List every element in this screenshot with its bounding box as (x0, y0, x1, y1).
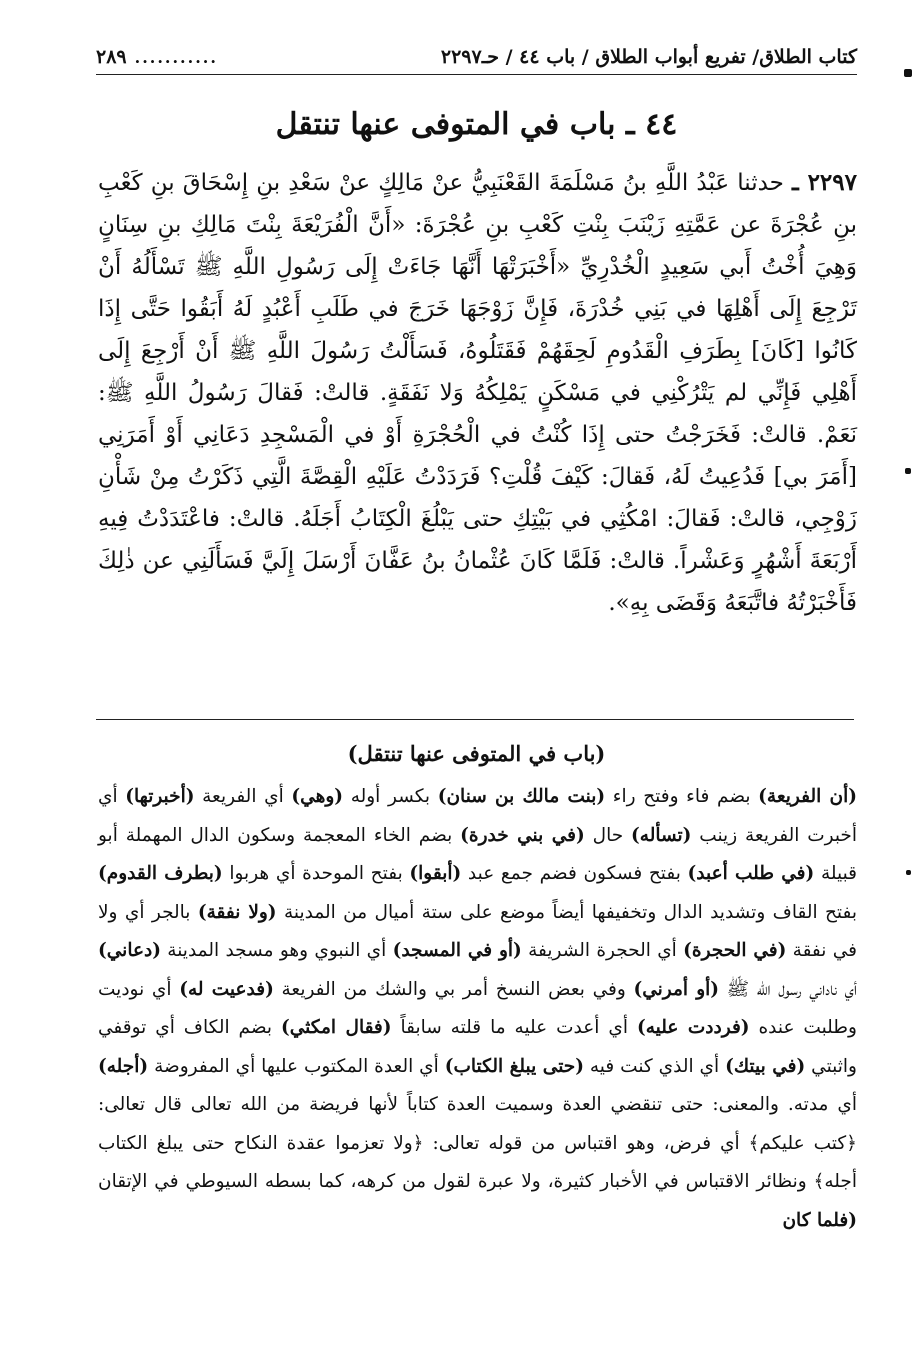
commentary-text: وفي بعض النسخ أمر بي والشك من الفريعة (273, 978, 634, 1000)
hadith-number: ٢٢٩٧ ـ (792, 169, 857, 196)
margin-mark (904, 69, 912, 77)
commentary-body (98, 778, 857, 1240)
commentary-lemma: (ولا نفقة) (197, 901, 277, 923)
commentary-lemma: (تسأله) (631, 824, 692, 846)
commentary-lemma: (في بني خدرة) (460, 824, 585, 846)
commentary-text: أي نوديت وطلبت عنده (98, 978, 857, 1038)
commentary-lemma: (بطرف القدوم) (98, 863, 223, 884)
commentary-lemma: (فقال امكثي) (280, 1017, 392, 1038)
running-header (96, 40, 857, 75)
commentary-text: أي الفريعة (194, 786, 292, 807)
commentary-text: بضم الكاف أي توقفي واثبتي (98, 1017, 857, 1077)
commentary-text: بفتح القاف وتشديد الدال وتخفيفها أيضاً موضع على ستة أميال من المدينة (276, 901, 858, 923)
commentary-text: بفتح فسكون فضم جمع عبد (461, 863, 688, 884)
commentary-text: أي مدته. والمعنى: حتى تنقضي العدة وسميت العدة كتاباً لأنها فريضة من الله تعالى قال تعالى: ﴿كتب عليكم﴾ أي فرض، وهو اقتباس من قوله تعالى: ﴿ولا تعزموا عقدة النكاح حتى يبلغ الكتاب أجله﴾ ونظائر الاقتباس في الأخبار كثيرة، ولا عبرة لقول من كرهه، كما بسطه السيوطي في الإتقان (98, 1094, 857, 1192)
commentary-lemma: (حتى يبلغ الكتاب) (444, 1055, 584, 1077)
margin-mark (906, 870, 911, 875)
commentary-lemma: (في بيتك) (725, 1055, 806, 1077)
commentary-text: أي أخبرت الفريعة زينب (98, 786, 858, 846)
commentary-lemma: (وهي) (291, 786, 344, 807)
commentary-lemma: (فرددت عليه) (636, 1017, 750, 1038)
page-number-group (96, 46, 218, 68)
commentary-text: بكسر أوله (343, 786, 438, 807)
commentary-lemma: (أجله) (98, 1055, 149, 1077)
hadith-body: حدثنا عَبْدُ اللَّهِ بنُ مَسْلَمَةَ القَعْنَبِيُّ عنْ مَالِكٍ عنْ سَعْدِ بنِ إِسْحَاقَ بنِ كَعْبِ بنِ عُجْرَةَ عن عَمَّتِهِ زَيْنَبَ بِنْتِ كَعْبِ بنِ عُجْرَةَ: «أَنَّ الْفُرَيْعَةَ بِنْتَ مَالِكِ بنِ سِنَانٍ وَهِيَ أُخْتُ أَبي سَعِيدٍ الْخُدْرِيِّ «أَخْبَرَتْهَا أَنَّهَا جَاءَتْ إِلَى رَسُولِ اللَّهِ ﷺ تَسْأَلُهُ أَنْ تَرْجِعَ إِلَى أَهْلِهَا في بَنِي خُدْرَةَ، فَإِنَّ زَوْجَهَا خَرَجَ في طَلَبِ أَعْبُدٍ لَهُ أَبَقُوا حَتَّى إِذَا كَانُوا [كَانَ] بِطَرَفِ الْقَدُومِ لَحِقَهُمْ فَقَتَلُوهُ، فَسَأَلْتُ رَسُولَ اللَّهِ ﷺ أَنْ أَرْجِعَ إِلَى أَهْلِي فَإِنِّي لم يَتْرُكْنِي في مَسْكَنٍ يَمْلِكُهُ وَلا نَفَقَةٍ. قالتْ: فَقالَ رَسُولُ اللَّهِ ﷺ: نَعَمْ. قالتْ: فَخَرَجْتُ حتى إِذَا كُنْتُ في الْحُجْرَةِ أَوْ في الْمَسْجِدِ دَعَانِي أَوْ أَمَرَنِي [أَمَرَ بي] فَدُعِيتُ لَهُ، فَقالَ: كَيْفَ قُلْتِ؟ فَرَدَدْتُ عَلَيْهِ الْقِصَّةَ الَّتِي ذَكَرْتُ مِنْ شَأْنِ زَوْجِي، قالتْ: فَقالَ: امْكُثِي في بَيْتِكِ حتى يَبْلُغَ الْكِتَابُ أَجَلَهُ. قالتْ: فاعْتَدَدْتُ فِيهِ أَرْبَعَةَ أَشْهُرٍ وَعَشْراً. قالتْ: فَلَمَّا كَانَ عُثْمانُ بنُ عَفَّانَ أَرْسَلَ إِلَيَّ فَسَأَلَنِي عن ذٰلِكَ فَأَخْبَرْتُهُ فاتَّبَعَهُ وَقَضَى بِهِ». (98, 170, 857, 616)
hadith-text-block (98, 162, 857, 624)
commentary-text: حال (584, 824, 632, 846)
commentary-text: بالجر أي ولا في نفقة (98, 901, 858, 961)
commentary-lemma: (بنت مالك بن سنان) (437, 786, 606, 807)
commentary-text: أي الذي كنت فيه (583, 1055, 726, 1077)
margin-mark (905, 468, 911, 474)
commentary-lemma: (في الحجرة) (683, 940, 787, 961)
commentary-lemma: (أو في المسجد) (392, 940, 522, 961)
chapter-title: ٤٤ ـ باب في المتوفى عنها تنتقل (275, 107, 678, 142)
commentary-text: بفتح الموحدة أي هربوا (222, 863, 410, 884)
commentary-lemma: (أبقوا) (409, 863, 462, 884)
commentary-text: أي أعدت عليه ما قلته سابقاً (391, 1017, 637, 1038)
commentary-lemma: (أخبرتها) (125, 786, 195, 807)
footnote-separator (96, 719, 854, 720)
commentary-lemma: (فلما كان (782, 1209, 857, 1231)
commentary-lemma: (دعاني) (98, 940, 161, 961)
commentary-text: أي الحجرة الشريفة (521, 940, 684, 961)
commentary-text: بضم الخاء المعجمة وسكون الدال المهملة أبو قبيلة (98, 824, 858, 884)
commentary-text: أي النبوي وهو مسجد المدينة (161, 940, 393, 961)
commentary-lemma: (فدعيت له) (179, 978, 274, 1000)
commentary-lemma: (في طلب أعبد) (687, 863, 815, 884)
page-number: ٢٨٩ (96, 46, 127, 68)
commentary-text: أي ناداني رسول الله ﷺ (719, 978, 857, 1000)
leader-dots: ........... (134, 47, 218, 67)
commentary-title: (باب في المتوفى عنها تنتقل) (347, 741, 606, 766)
commentary-lemma: (أن الفريعة) (758, 786, 857, 807)
commentary-text: أي العدة المكتوب عليها أي المفروضة (148, 1055, 445, 1077)
commentary-text: بضم فاء وفتح راء (605, 786, 759, 807)
commentary-lemma: (أو أمرني) (633, 978, 720, 1000)
running-title: كتاب الطلاق/ تفريع أبواب الطلاق / باب ٤٤ / حـ٢٢٩٧ (440, 46, 857, 68)
